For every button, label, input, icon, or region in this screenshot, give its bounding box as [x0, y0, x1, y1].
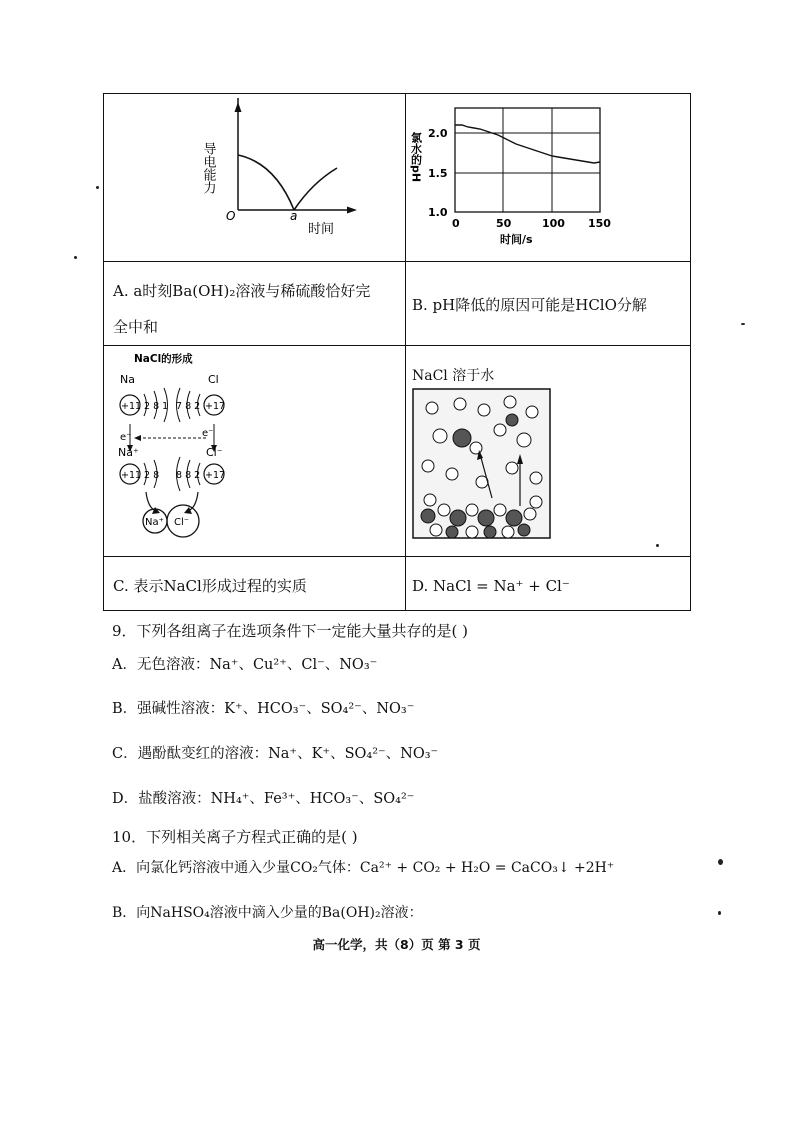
nacl-dissolving-illustration	[412, 388, 552, 540]
scan-speck	[718, 859, 723, 865]
cl-shells: 7 8 2	[176, 401, 201, 412]
table-column-divider	[405, 94, 406, 610]
chlorine-water-ph-chart	[410, 100, 615, 250]
question-9-option-d: D．盐酸溶液：NH₄⁺、Fe³⁺、HCO₃⁻、SO₄²⁻	[112, 791, 415, 807]
question-10-option-b: B．向NaHSO₄溶液中滴入少量的Ba(OH)₂溶液：	[112, 905, 423, 921]
y-label-char-1: 导电能力	[200, 142, 216, 194]
x-tick-150: 150	[588, 217, 611, 230]
na-shells: 2 8 1	[144, 401, 169, 412]
nacl-formation-diagram	[106, 348, 401, 553]
ph-y-axis-label: 氯水的pH	[410, 132, 423, 183]
origin-label: O	[226, 209, 236, 223]
cl-nucleus-charge: +17	[205, 401, 226, 412]
y-axis-arrow	[235, 102, 242, 112]
scan-speck	[718, 911, 721, 915]
option-c-caption: C. 表示NaCl形成过程的实质	[113, 577, 307, 595]
y-tick-1.5: 1.5	[428, 167, 448, 180]
electron-label-na: e⁻	[120, 432, 132, 443]
na-ion-charge: +11	[121, 470, 142, 481]
conductivity-decrease-curve	[238, 155, 294, 210]
x-tick-100: 100	[542, 217, 565, 230]
cl-atom-label: Cl	[208, 373, 219, 386]
ph-x-axis-label: 时间/s	[500, 233, 533, 246]
table-row-divider	[104, 261, 690, 262]
na-ion-shells: 2 8	[144, 470, 160, 481]
option-a-caption-line2: 全中和	[113, 318, 159, 336]
y-tick-1.0: 1.0	[428, 206, 448, 219]
ph-curve	[455, 125, 600, 163]
question-9-option-c: C．遇酚酞变红的溶液：Na⁺、K⁺、SO₄²⁻、NO₃⁻	[112, 746, 439, 762]
x-tick-50: 50	[496, 217, 512, 230]
option-d-caption: D. NaCl = Na⁺ + Cl⁻	[412, 577, 570, 595]
x-axis-label: 时间	[308, 222, 335, 237]
question-9-stem: 9．下列各组离子在选项条件下一定能大量共存的是( )	[112, 622, 469, 640]
cl-ion-label: Cl⁻	[206, 446, 223, 459]
conductivity-chart	[200, 98, 400, 243]
question-9-option-b: B．强碱性溶液：K⁺、HCO₃⁻、SO₄²⁻、NO₃⁻	[112, 701, 415, 717]
y-tick-2.0: 2.0	[428, 127, 448, 140]
scan-speck	[96, 186, 99, 189]
table-row-divider	[104, 556, 690, 557]
question-9-option-a: A．无色溶液：Na⁺、Cu²⁺、Cl⁻、NO₃⁻	[112, 657, 378, 673]
option-a-caption-line1: A. a时刻Ba(OH)₂溶液与稀硫酸恰好完	[113, 282, 371, 300]
scan-speck	[74, 256, 77, 259]
x-axis-arrow	[347, 207, 357, 214]
na-nucleus-charge: +11	[121, 401, 142, 412]
scan-speck	[656, 544, 659, 547]
na-ion-label: Na⁺	[118, 446, 139, 459]
point-a-label: a	[290, 209, 298, 223]
na-ion-sphere-label: Na⁺	[145, 517, 164, 528]
table-row-divider	[104, 345, 690, 346]
conductivity-increase-curve	[294, 168, 337, 210]
nacl-dissolving-title: NaCl 溶于水	[412, 368, 495, 384]
x-tick-0: 0	[452, 217, 460, 230]
diagram-title: NaCl的形成	[134, 353, 193, 365]
cl-ion-shells: 8 8 2	[176, 470, 201, 481]
na-atom-label: Na	[120, 373, 135, 386]
question-10-stem: 10．下列相关离子方程式正确的是( )	[112, 828, 358, 846]
cl-ion-sphere-label: Cl⁻	[174, 517, 190, 528]
electron-label-cl: e⁻	[202, 428, 214, 439]
option-b-caption: B. pH降低的原因可能是HClO分解	[412, 296, 647, 314]
page-footer: 高一化学，共（8）页 第 3 页	[312, 937, 481, 952]
scan-speck	[741, 323, 745, 325]
cl-ion-charge: +17	[205, 470, 226, 481]
question-10-option-a: A．向氯化钙溶液中通入少量CO₂气体：Ca²⁺ + CO₂ + H₂O = CaCO₃↓ +2H⁺	[112, 860, 615, 876]
